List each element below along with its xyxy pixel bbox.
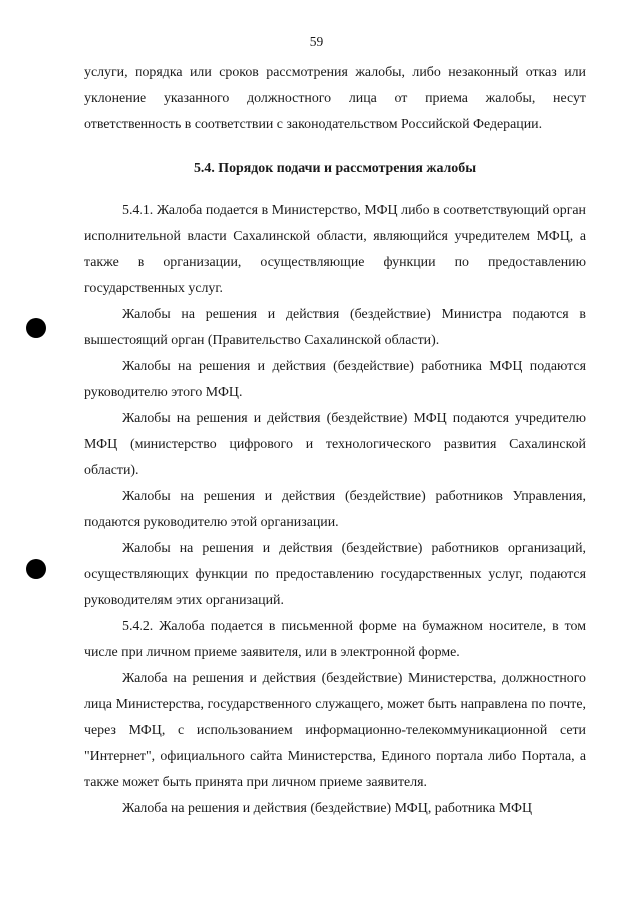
paragraph: Жалобы на решения и действия (бездействие) работников организаций, осуществляющих функции по предоставлению государственных услуг, подаются руководителям этих организаций. bbox=[84, 541, 586, 608]
paragraph: услуги, порядка или сроков рассмотрения жалобы, либо незаконный отказ или уклонение указанного должностного лица от приема жалобы, несут ответственность в соответствии с законодательством Российской Федерации. bbox=[84, 65, 586, 132]
paragraph: Жалобы на решения и действия (бездействие) работника МФЦ подаются руководителю этого МФЦ. bbox=[84, 359, 586, 400]
punch-hole bbox=[26, 318, 46, 338]
paragraph: Жалоба на решения и действия (бездействие) МФЦ, работника МФЦ bbox=[122, 801, 532, 816]
paragraph: 5.4.1. Жалоба подается в Министерство, МФЦ либо в соответствующий орган исполнительной власти Сахалинской области, являющийся учредителем МФЦ, а также в организации, осуществляющие функции по предоставлению государственных услуг. bbox=[84, 203, 586, 296]
page-number: 59 bbox=[309, 34, 324, 49]
paragraph: Жалобы на решения и действия (бездействие) работников Управления, подаются руководителю этой организации. bbox=[84, 489, 586, 530]
paragraph: Жалобы на решения и действия (бездействие) Министра подаются в вышестоящий орган (Правительство Сахалинской области). bbox=[84, 307, 586, 348]
section-heading: 5.4. Порядок подачи и рассмотрения жалобы bbox=[193, 161, 477, 176]
paragraph: Жалоба на решения и действия (бездействие) Министерства, должностного лица Министерства, государственного служащего, может быть направлена по почте, через МФЦ, с использованием информационно-телекоммуникационной сети "Интернет", официального сайта Министерства, Единого портала либо Портала, а также может быть принята при личном приеме заявителя. bbox=[84, 671, 586, 790]
paragraph: Жалобы на решения и действия (бездействие) МФЦ подаются учредителю МФЦ (министерство цифрового и технологического развития Сахалинской области). bbox=[84, 411, 586, 478]
document-body bbox=[84, 60, 586, 822]
paragraph: 5.4.2. Жалоба подается в письменной форме на бумажном носителе, в том числе при личном приеме заявителя, или в электронной форме. bbox=[84, 619, 586, 660]
punch-hole bbox=[26, 559, 46, 579]
